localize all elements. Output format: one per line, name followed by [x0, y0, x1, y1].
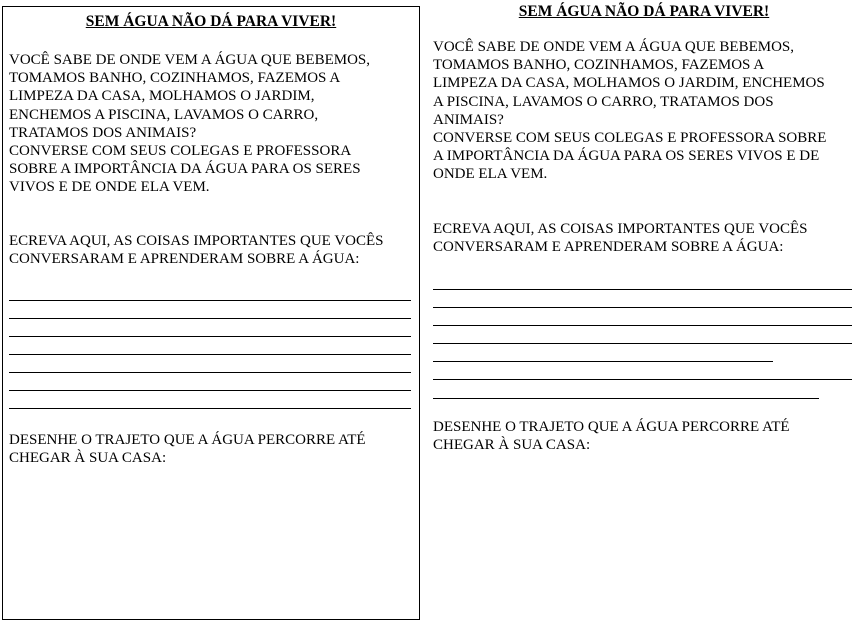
answer-line[interactable]	[433, 325, 852, 326]
answer-line[interactable]	[9, 300, 411, 301]
answer-line[interactable]	[9, 354, 411, 355]
answer-line[interactable]	[433, 343, 852, 344]
worksheet-title: SEM ÁGUA NÃO DÁ PARA VIVER!	[85, 13, 337, 30]
answer-line[interactable]	[9, 318, 411, 319]
draw-prompt: DESENHE O TRAJETO QUE A ÁGUA PERCORRE ATÉ CHEGAR À SUA CASA:	[433, 419, 790, 454]
answer-line[interactable]	[433, 398, 819, 399]
intro-paragraph: VOCÊ SABE DE ONDE VEM A ÁGUA QUE BEBEMOS, TOMAMOS BANHO, COZINHAMOS, FAZEMOS A LIMPEZA DA CASA, MOLHAMOS O JARDIM, ENCHEMOS A PISCINA, LAVAMOS O CARRO, TRATAMOS DOS ANIMAIS? CONVERSE COM SEUS COLEGAS E PROFESSORA SOBRE A IMPORTÂNCIA DA ÁGUA PARA OS SERES VIVOS E DE ONDE ELA VEM.	[433, 39, 827, 183]
answer-line[interactable]	[433, 379, 852, 380]
worksheet-left	[2, 6, 420, 620]
draw-prompt: DESENHE O TRAJETO QUE A ÁGUA PERCORRE ATÉ CHEGAR À SUA CASA:	[9, 432, 366, 467]
answer-line[interactable]	[9, 408, 411, 409]
drawing-area[interactable]	[433, 464, 852, 614]
write-prompt: ECREVA AQUI, AS COISAS IMPORTANTES QUE VOCÊS CONVERSARAM E APRENDERAM SOBRE A ÁGUA:	[433, 221, 808, 256]
drawing-area[interactable]	[9, 477, 413, 613]
answer-line[interactable]	[433, 361, 773, 362]
write-prompt: ECREVA AQUI, AS COISAS IMPORTANTES QUE VOCÊS CONVERSARAM E APRENDERAM SOBRE A ÁGUA:	[9, 233, 384, 268]
answer-line[interactable]	[9, 372, 411, 373]
answer-line[interactable]	[9, 336, 411, 337]
answer-line[interactable]	[433, 289, 852, 290]
answer-line[interactable]	[433, 307, 852, 308]
worksheet-title: SEM ÁGUA NÃO DÁ PARA VIVER!	[518, 3, 770, 20]
worksheet-right	[428, 0, 854, 623]
answer-line[interactable]	[9, 390, 411, 391]
intro-paragraph: VOCÊ SABE DE ONDE VEM A ÁGUA QUE BEBEMOS, TOMAMOS BANHO, COZINHAMOS, FAZEMOS A LIMPEZA DA CASA, MOLHAMOS O JARDIM, ENCHEMOS A PISCINA, LAVAMOS O CARRO, TRATAMOS DOS ANIMAIS? CONVERSE COM SEUS COLEGAS E PROFESSORA SOBRE A IMPORTÂNCIA DA ÁGUA PARA OS SERES VIVOS E DE ONDE ELA VEM.	[9, 52, 370, 196]
